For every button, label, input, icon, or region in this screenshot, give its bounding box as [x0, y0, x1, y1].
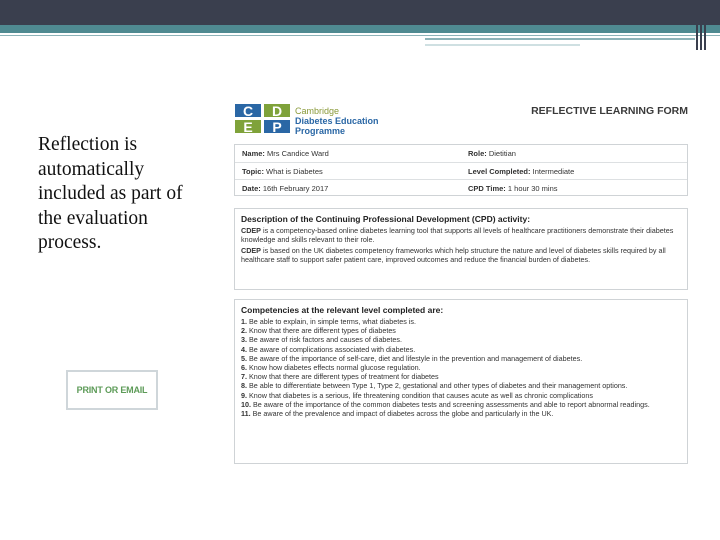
competency-item: [241, 345, 681, 354]
competency-number: 1.: [241, 317, 247, 326]
competency-item: [241, 317, 681, 326]
info-value: 16th February 2017: [262, 184, 329, 193]
print-or-email-button[interactable]: PRINT OR EMAIL: [66, 370, 158, 410]
competency-number: 11.: [241, 409, 251, 419]
competency-text: Know that there are different types of treatment for diabetes: [249, 372, 439, 382]
competencies-list: [241, 317, 681, 418]
competency-item: [241, 381, 681, 390]
info-label: CPD Time:: [468, 184, 506, 193]
competency-number: 5.: [241, 353, 247, 363]
competency-text: Be aware of risk factors and causes of diabetes.: [249, 335, 403, 345]
top-divider-line: [0, 35, 720, 36]
info-value: Dietitian: [488, 149, 516, 158]
info-value: Mrs Candice Ward: [267, 149, 329, 158]
competency-text: Be able to explain, in simple terms, what diabetes is.: [249, 317, 416, 326]
competency-text: Be aware of the prevalence and impact of diabetes across the globe and particularly in the UK.: [252, 409, 554, 419]
competency-item: [241, 354, 681, 363]
info-row: [235, 179, 687, 197]
logo-letter: C: [235, 104, 261, 117]
top-divider-line: [425, 38, 695, 40]
decorative-stripe: [700, 0, 702, 50]
logo-letter: E: [235, 120, 261, 133]
info-label: Name:: [242, 149, 265, 158]
slide-body-text: Reflection is automatically included as part of the evaluation process.: [38, 134, 183, 253]
logo-org-name: Cambridge: [295, 106, 340, 116]
competency-item: [241, 391, 681, 400]
cpd-brand: CDEP: [241, 246, 261, 255]
competency-number: 7.: [241, 372, 247, 382]
competencies-box: [234, 299, 688, 464]
info-value: What is Diabetes: [266, 167, 323, 176]
top-accent-bar: [0, 25, 720, 33]
cpd-text: is based on the UK diabetes competency frameworks which help structure the nature and level of diabetes skills required by all healthcare staff to support safer patient care, improved outcomes and reduce the financial burden of diabetes.: [241, 246, 666, 264]
info-row: [235, 145, 687, 162]
competency-text: Be aware of complications associated with diabetes.: [249, 344, 416, 354]
cpd-text: is a competency-based online diabetes learning tool that supports all levels of healthcare practitioners demonstrate their diabetes knowledge and skills relevant to their role.: [241, 226, 674, 244]
competency-text: Know that there are different types of diabetes: [249, 326, 396, 336]
competency-item: [241, 372, 681, 381]
logo-programme-line: Diabetes Education: [295, 116, 379, 126]
fade-overlay: [235, 453, 687, 463]
decorative-stripe: [696, 0, 698, 50]
info-row: [235, 162, 687, 180]
competency-item: [241, 326, 681, 335]
participant-info-table: [234, 144, 688, 196]
cpd-paragraph: [241, 246, 681, 264]
info-value: Intermediate: [532, 167, 575, 176]
competency-number: 3.: [241, 335, 247, 345]
competency-text: Know how diabetes effects normal glucose regulation.: [249, 363, 421, 373]
info-label: Topic:: [242, 167, 264, 176]
cpd-title: Description of the Continuing Professional Development (CPD) activity:: [241, 214, 531, 224]
competency-item: [241, 400, 681, 409]
competency-number: 6.: [241, 363, 247, 373]
logo-text: [295, 106, 415, 136]
competency-number: 2.: [241, 326, 247, 336]
info-value: 1 hour 30 mins: [507, 184, 558, 193]
competencies-title: Competencies at the relevant level completed are:: [241, 305, 444, 315]
cpd-description-box: [234, 208, 688, 290]
cdep-logo: [235, 102, 379, 136]
info-label: Date:: [242, 184, 261, 193]
form-title: REFLECTIVE LEARNING FORM: [531, 105, 688, 117]
top-banner: [0, 0, 720, 25]
competency-item: [241, 363, 681, 372]
logo-programme-line: Programme: [295, 126, 346, 136]
info-label: Role:: [468, 149, 487, 158]
competency-text: Be aware of the importance of the common diabetes tests and screening assessments and able to report abnormal readings.: [253, 399, 650, 409]
competency-item: [241, 335, 681, 344]
logo-letter: P: [264, 120, 290, 133]
top-divider-line: [425, 44, 580, 46]
decorative-stripe: [704, 0, 706, 50]
competency-number: 9.: [241, 390, 247, 400]
reflective-learning-form: [232, 98, 692, 464]
competency-number: 8.: [241, 381, 247, 391]
competency-number: 10.: [241, 399, 251, 409]
competency-text: Be aware of the importance of self-care, diet and lifestyle in the prevention and management of diabetes.: [249, 353, 583, 363]
competency-text: Know that diabetes is a serious, life threatening condition that causes acute as well as chronic complications: [249, 390, 593, 400]
competency-text: Be able to differentiate between Type 1, Type 2, gestational and other types of diabetes and their management options.: [249, 381, 628, 391]
cpd-brand: CDEP: [241, 226, 261, 235]
info-label: Level Completed:: [468, 167, 531, 176]
competency-item: [241, 409, 681, 418]
competency-number: 4.: [241, 344, 247, 354]
logo-letter: D: [264, 104, 290, 117]
cpd-paragraph: [241, 226, 681, 244]
